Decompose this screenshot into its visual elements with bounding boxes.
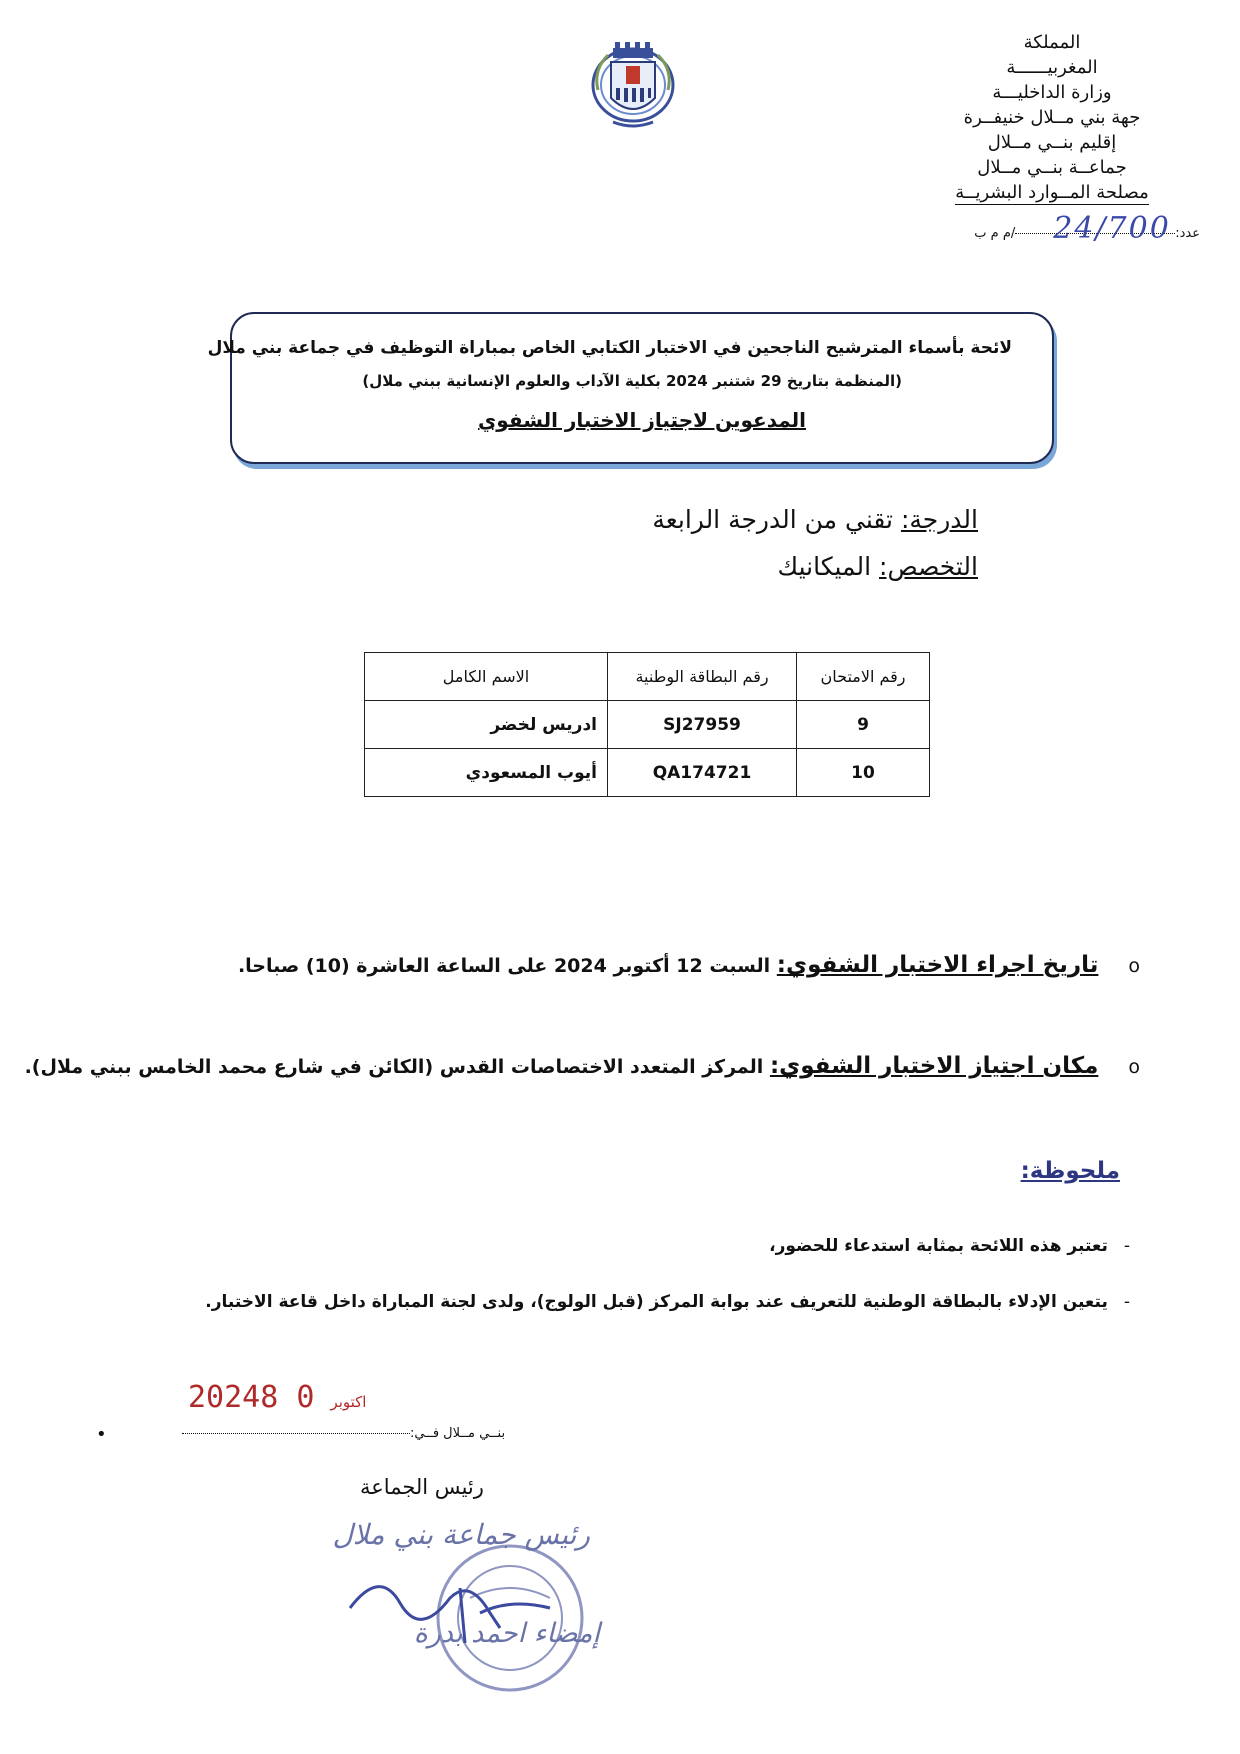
reference-number [974,211,1200,246]
cell-name: ادريس لخضر [365,701,608,749]
oral-date-label: تاريخ اجراء الاختبار الشفوي: [776,952,1099,978]
cell-exam-no: 10 [797,749,930,797]
cell-exam-no: 9 [797,701,930,749]
col-id-no: رقم البطاقة الوطنية [608,653,797,701]
bullet-circle-icon: o [1128,955,1140,977]
title-line-3: المدعوين لاجتياز الاختبار الشفوي [477,408,807,432]
bullet-circle-icon: o [1128,1056,1140,1078]
specialty-label: التخصص: [879,552,978,581]
cell-id-no: QA174721 [608,749,797,797]
title-line-1: لائحة بأسماء المترشيح الناجحين في الاختبار الكتابي الخاص بمباراة التوظيف في جماعة بني ملال [207,338,1012,358]
note-item [205,1292,1130,1312]
grade-label: الدرجة: [900,505,978,534]
date-stamp [188,1380,382,1415]
oral-date-value: السبت 12 أكتوبر 2024 على الساعة العاشرة (10) صباحا. [237,955,777,977]
header-line: جهة بني مــلال خنيفــرة [963,107,1141,128]
ref-dots [1015,211,1175,246]
place-dots [182,1433,410,1434]
note-text: تعتبر هذه اللائحة بمثابة استدعاء للحضور، [769,1236,1108,1256]
dash-bullet: - [1123,1292,1130,1312]
header-line: مصلحة المــوارد البشريــة [955,182,1149,203]
dash-bullet: - [1123,1236,1130,1256]
signature-text-line-1: رئيس جماعة بني ملال [332,1518,590,1551]
header-line: المغربيــــــة [1006,57,1098,78]
note-title: ملحوظة: [1020,1158,1120,1184]
ref-label: عدد: [1175,226,1200,241]
table-row [365,749,930,797]
signatory-title: رئيس الجماعة [360,1475,484,1499]
specialty-line [778,552,979,581]
grade-value: تقني من الدرجة الرابعة [652,505,893,534]
signature-text-line-2: إمضاء احمد بدرة [413,1618,600,1649]
cell-id-no: SJ27959 [608,701,797,749]
stamp-day: 0 8 [260,1380,315,1415]
note-item [769,1236,1130,1256]
title-line-2: (المنظمة بتاريخ 29 شتنبر 2024 بكلية الآداب والعلوم الإنسانية ببني ملال) [362,372,902,390]
col-exam-no: رقم الامتحان [797,653,930,701]
header-administration [932,30,1172,205]
stamp-month: اكتوبر [330,1393,367,1411]
specialty-value: الميكانيك [777,552,872,581]
oral-place-label: مكان اجتياز الاختبار الشفوي: [769,1053,1099,1079]
header-line: وزارة الداخليـــة [992,82,1112,103]
header-line: جماعــة بنــي مــلال [977,157,1127,178]
table-header-row [365,653,930,701]
title-box [207,312,1054,464]
note-text: يتعين الإدلاء بالبطاقة الوطنية للتعريف عند بوابة المركز (قبل الولوج)، ولدى لجنة المباراة داخل قاعة الاختبار. [205,1292,1108,1312]
ref-handwritten: 24/700 [1053,211,1171,246]
oral-place-line [25,1053,1140,1079]
table-row [365,701,930,749]
oral-date-line [238,952,1140,978]
ref-suffix: /م م ب [974,226,1016,241]
oral-place-value: المركز المتعدد الاختصاصات القدس (الكائن في شارع محمد الخامس ببني ملال). [24,1056,770,1078]
grade-line [652,505,978,534]
kingdom-emblem-logo [578,30,688,130]
place-label: بنــي مــلال فــي: [410,1426,506,1441]
header-line: إقليم بنــي مــلال [987,132,1117,153]
place-date-line [182,1426,505,1441]
cell-name: أيوب المسعودي [365,749,608,797]
signature-area [230,1518,600,1718]
candidates-table [364,652,930,797]
stray-dot: • [96,1424,107,1445]
stamp-year: 2024 [188,1380,261,1415]
col-name: الاسم الكامل [365,653,608,701]
header-line: المملكة [1023,32,1081,53]
